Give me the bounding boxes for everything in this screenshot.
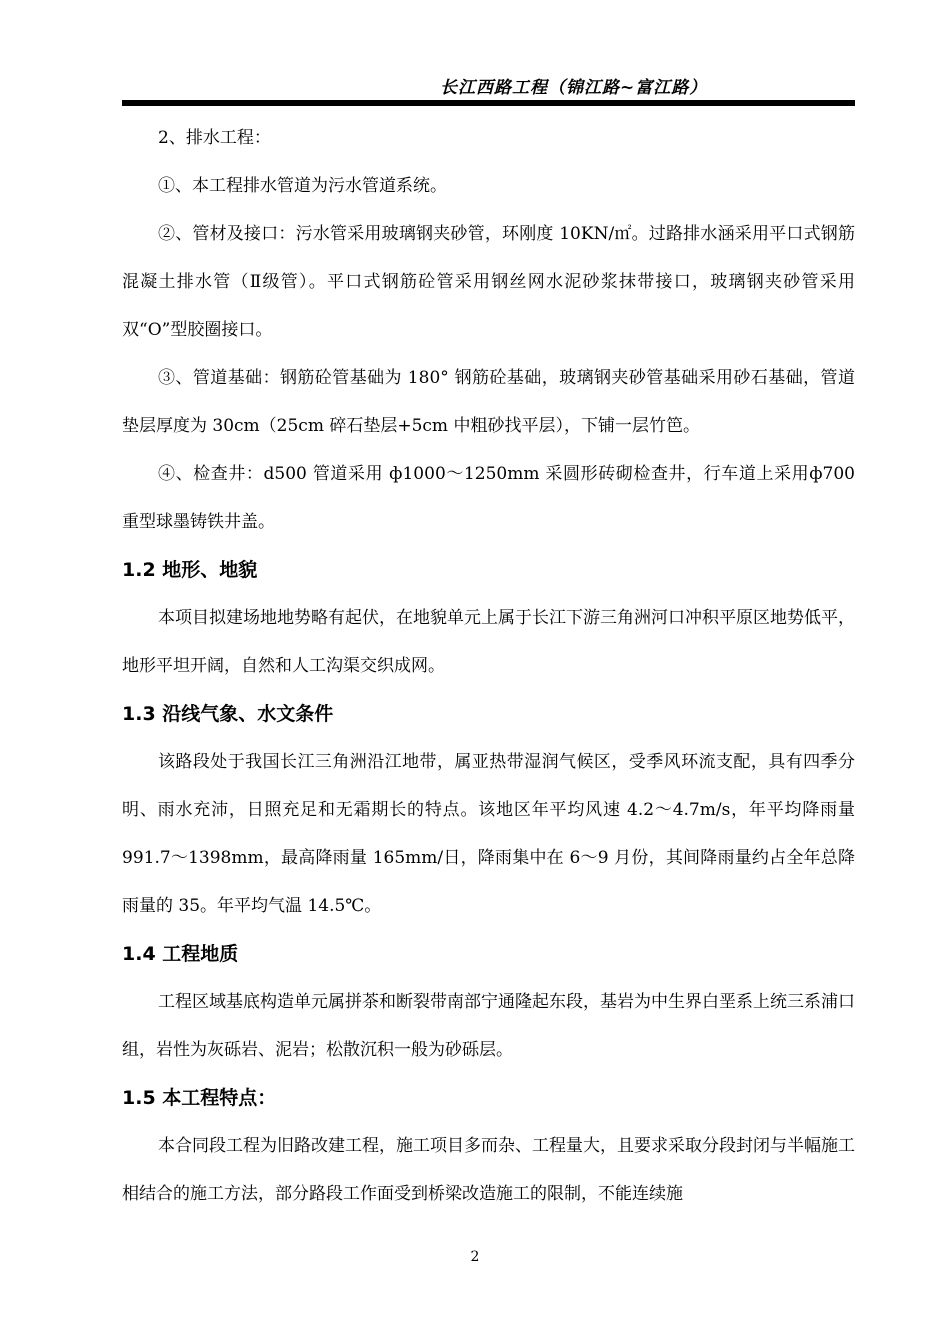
terrain-paragraph: 本项目拟建场地地势略有起伏，在地貌单元上属于长江下游三角洲河口冲积平原区地势低平，地形平坦开阔，自然和人工沟渠交织成网。 — [122, 608, 855, 676]
features-paragraph: 本合同段工程为旧路改建工程，施工项目多而杂、工程量大，且要求采取分段封闭与半幅施工相结合的施工方法，部分路段工作面受到桥梁改造施工的限制，不能连续施 — [122, 1136, 855, 1204]
drainage-item-3: ③、管道基础：钢筋砼管基础为 180° 钢筋砼基础，玻璃钢夹砂管基础采用砂石基础，管道垫层厚度为 30cm（25cm 碎石垫层+5cm 中粗砂找平层），下铺一层竹笆。 — [122, 368, 855, 436]
drainage-item-2: ②、管材及接口：污水管采用玻璃钢夹砂管，环刚度 10KN/㎡。过路排水涵采用平口式钢筋混凝土排水管（Ⅱ级管）。平口式钢筋砼管采用钢丝网水泥砂浆抹带接口，玻璃钢夹砂管采用双“O”型胶圈接口。 — [122, 224, 855, 340]
climate-paragraph: 该路段处于我国长江三角洲沿江地带，属亚热带湿润气候区，受季风环流支配，具有四季分明、雨水充沛，日照充足和无霜期长的特点。该地区年平均风速 4.2～4.7m/s，年平均降雨量 991.7～1398mm，最高降雨量 165mm/日，降雨集中在 6～9 月份，其间降雨量约占全年总降雨量的 35。年平均气温 14.5℃。 — [122, 752, 855, 916]
section-heading-climate: 1.3 沿线气象、水文条件 — [122, 703, 334, 725]
running-header-title: 长江西路工程（锦江路~富江路） — [440, 78, 708, 98]
drainage-item-1: ①、本工程排水管道为污水管道系统。 — [158, 176, 447, 196]
section-heading-terrain: 1.2 地形、地貌 — [122, 559, 258, 581]
header-rule — [122, 100, 855, 106]
document-body — [122, 114, 855, 1218]
page-number: 2 — [470, 1249, 480, 1265]
drainage-section-title: 2、排水工程： — [158, 128, 271, 148]
section-heading-features: 1.5 本工程特点： — [122, 1087, 277, 1109]
geology-paragraph: 工程区域基底构造单元属拼茶和断裂带南部宁通隆起东段，基岩为中生界白垩系上统三系浦口组，岩性为灰砾岩、泥岩；松散沉积一般为砂砾层。 — [122, 992, 855, 1060]
section-heading-geology: 1.4 工程地质 — [122, 943, 239, 965]
drainage-item-4: ④、检查井：d500 管道采用 ф1000～1250mm 采圆形砖砌检查井，行车道上采用ф700 重型球墨铸铁井盖。 — [122, 464, 855, 532]
